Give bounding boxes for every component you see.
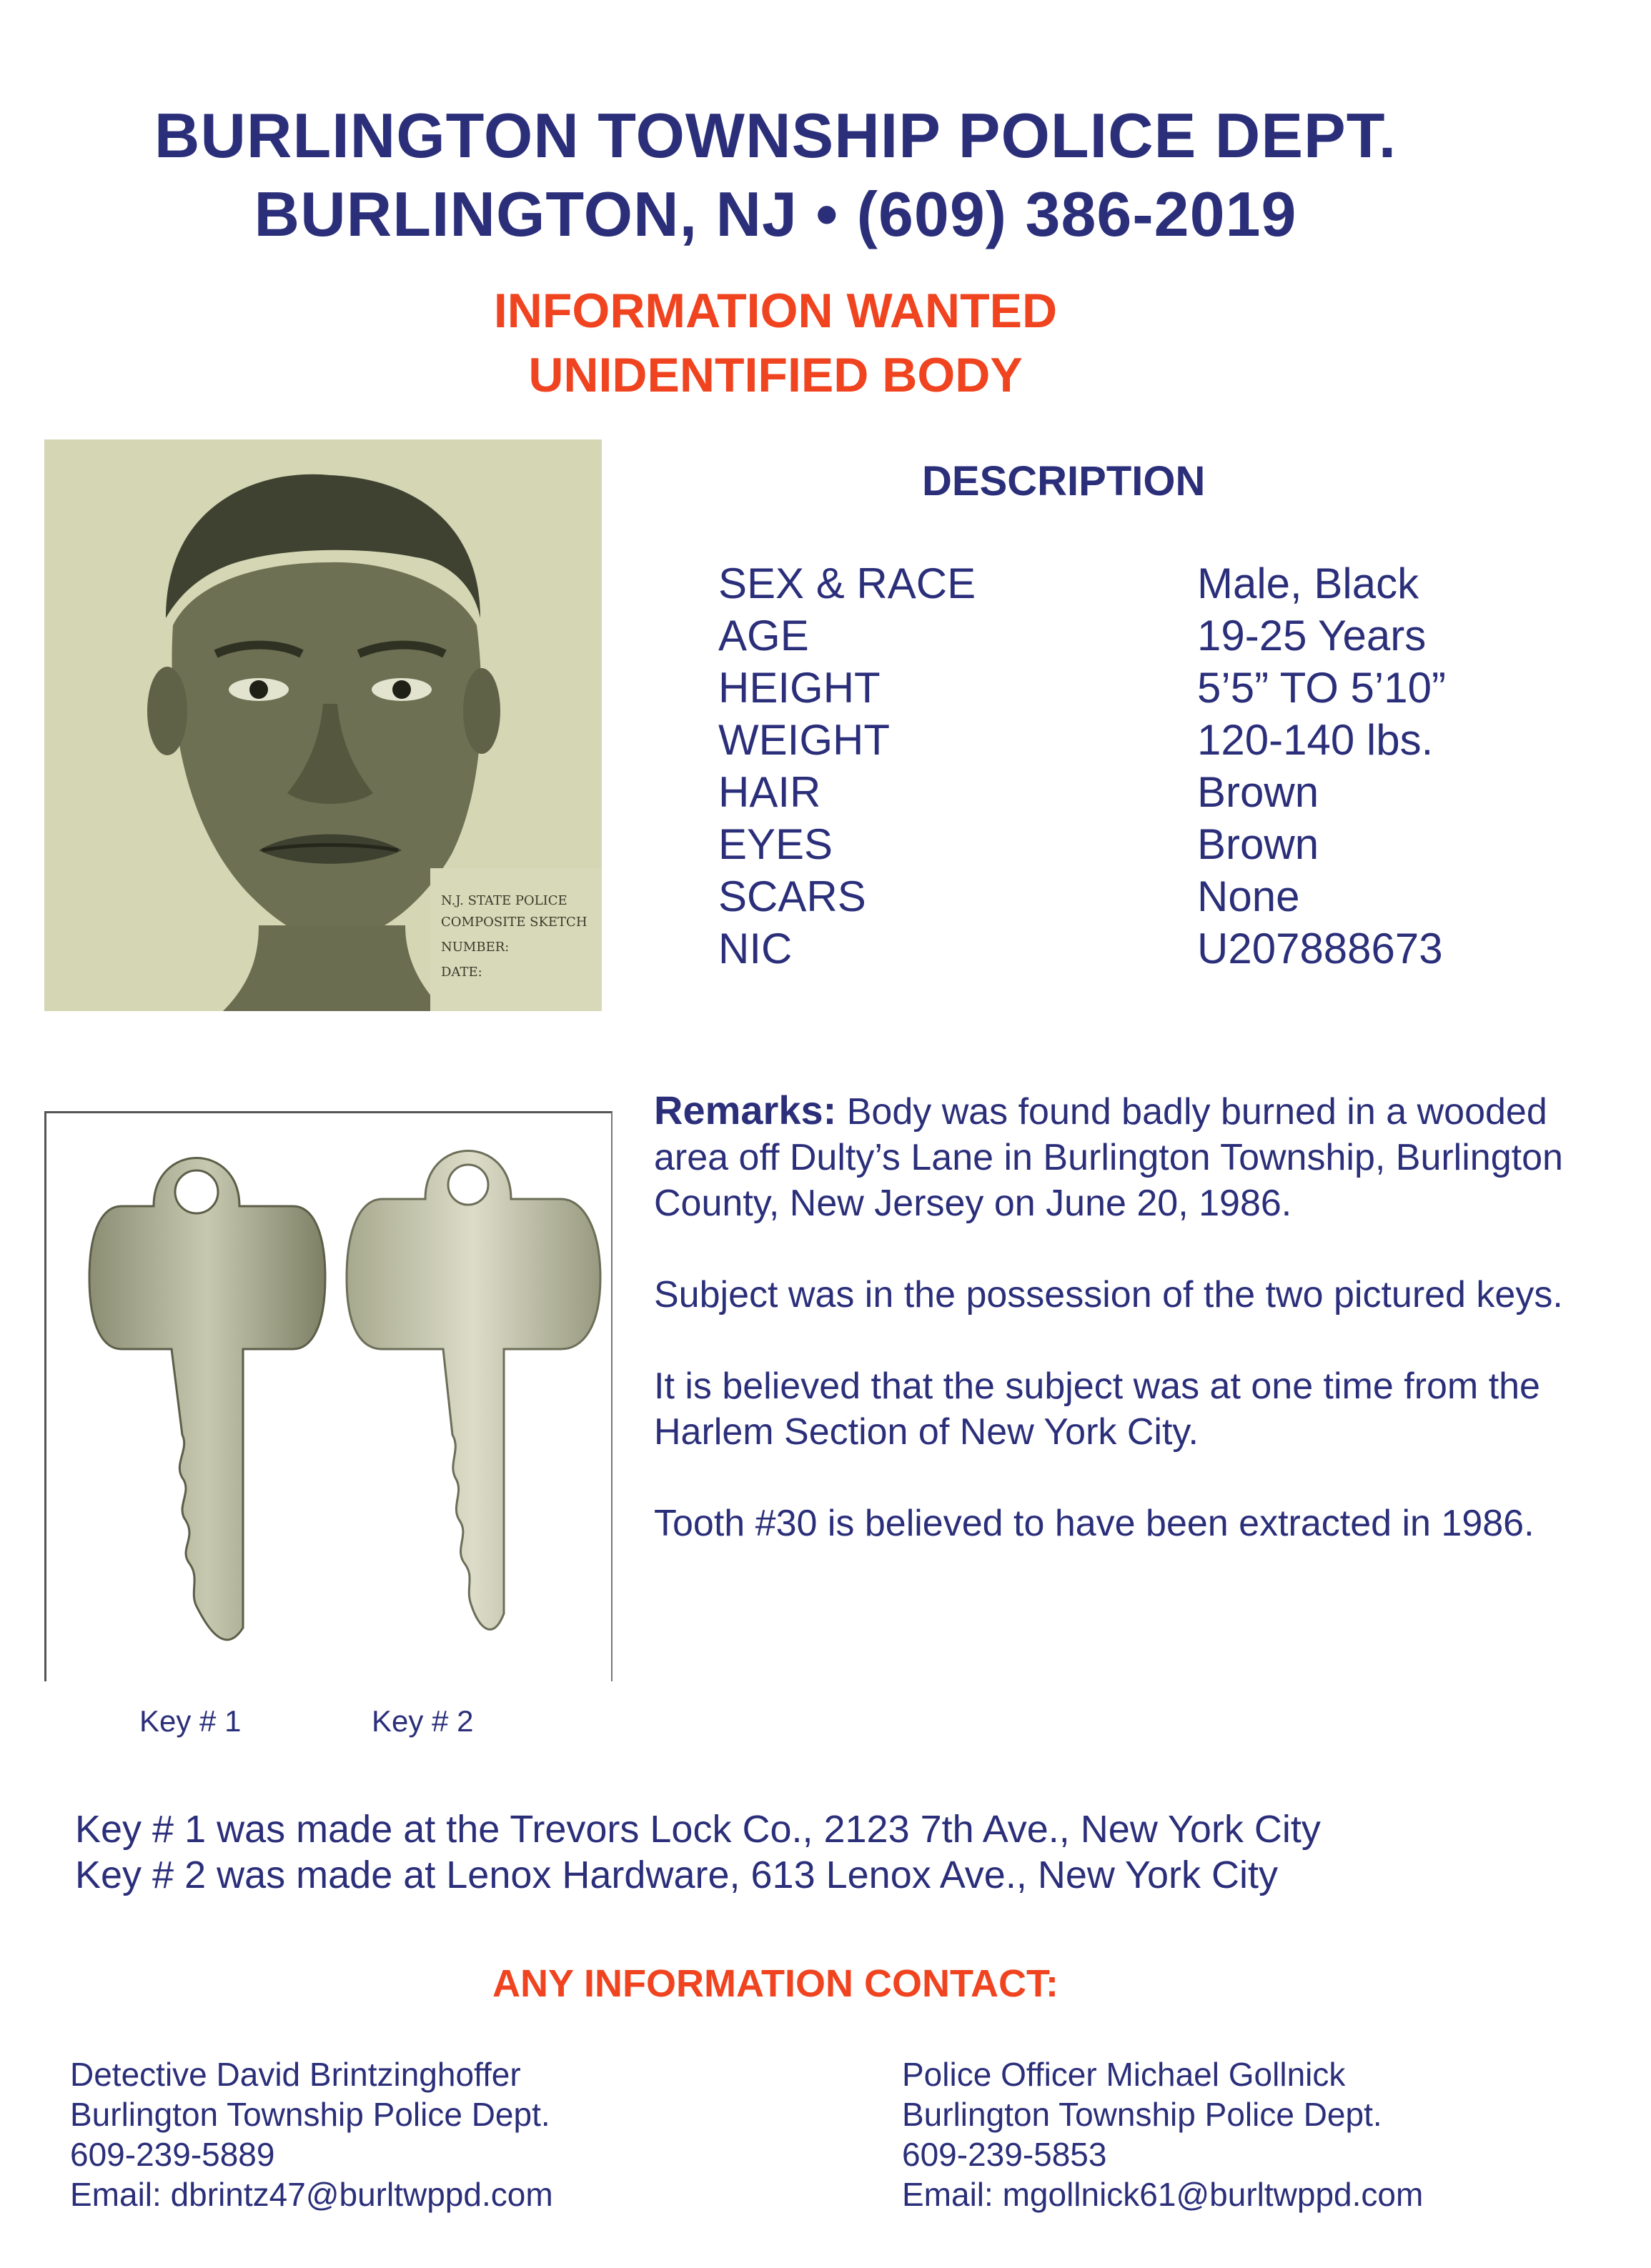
description-value: 19-25 Years (1197, 612, 1427, 660)
contact-right-email: Email: mgollnick61@burltwppd.com (902, 2176, 1424, 2213)
contact-left (70, 2054, 553, 2214)
description-label: SEX & RACE (718, 559, 976, 607)
keys-drawing (46, 1113, 611, 1681)
description-row-sex-race (718, 557, 1446, 610)
description-label: AGE (718, 612, 809, 660)
contact-right (902, 2054, 1423, 2214)
contact-left-phone: 609-239-5889 (70, 2136, 275, 2173)
contact-left-dept: Burlington Township Police Dept. (70, 2096, 550, 2133)
contact-left-email: Email: dbrintz47@burltwppd.com (70, 2176, 553, 2213)
sketch-caption-date: DATE: (441, 965, 482, 980)
description-label: NIC (718, 925, 793, 973)
description-label: WEIGHT (718, 716, 890, 764)
description-label: EYES (718, 820, 833, 868)
key-2-shape (347, 1151, 600, 1630)
remarks-text-1: Body was found badly burned in a wooded area off Dulty’s Lane in Burlington Township, Burlington County, New Jersey on June 20, 1986. (654, 1091, 1563, 1224)
contact-right-phone: 609-239-5853 (902, 2136, 1107, 2173)
sketch-caption-number: NUMBER: (441, 940, 510, 955)
contact-right-dept: Burlington Township Police Dept. (902, 2096, 1382, 2133)
remarks-paragraph-4: Tooth #30 is believed to have been extracted in 1986. (654, 1503, 1535, 1544)
description-value: 120-140 lbs. (1197, 716, 1434, 764)
remarks-paragraph-2: Subject was in the possession of the two pictured keys. (654, 1274, 1563, 1315)
description-title: DESCRIPTION (922, 458, 1206, 504)
composite-sketch-image (44, 439, 602, 1011)
description-row-height (718, 662, 1446, 714)
description-value: U207888673 (1197, 925, 1443, 973)
remarks-lead: Remarks: (654, 1088, 837, 1133)
key-2-origin: Key # 2 was made at Lenox Hardware, 613 Lenox Ave., New York City (75, 1854, 1278, 1896)
keys-photo (44, 1111, 613, 1681)
description-value: None (1197, 872, 1300, 920)
notice-heading: INFORMATION WANTED (493, 284, 1058, 338)
contact-right-name: Police Officer Michael Gollnick (902, 2056, 1346, 2093)
description-table (718, 557, 1446, 975)
sketch-caption-type: COMPOSITE SKETCH (441, 915, 587, 930)
description-value: Male, Black (1197, 559, 1419, 607)
description-label: HEIGHT (718, 664, 881, 712)
description-value: Brown (1197, 820, 1319, 868)
department-name: BURLINGTON TOWNSHIP POLICE DEPT. (154, 100, 1397, 171)
description-value: Brown (1197, 768, 1319, 816)
description-row-scars (718, 870, 1446, 922)
key-1-shape (89, 1158, 325, 1640)
key-1-origin: Key # 1 was made at the Trevors Lock Co., 2123 7th Ave., New York City (75, 1808, 1321, 1851)
description-row-age (718, 610, 1446, 662)
key-2-label: Key # 2 (372, 1704, 474, 1738)
description-row-eyes (718, 818, 1446, 870)
description-row-weight (718, 714, 1446, 766)
contact-title: ANY INFORMATION CONTACT: (492, 1962, 1058, 2005)
key-1-label: Key # 1 (139, 1704, 242, 1738)
description-row-nic (718, 922, 1446, 975)
sketch-caption-agency: N.J. STATE POLICE (441, 893, 567, 908)
department-location-phone: BURLINGTON, NJ • (609) 386-2019 (254, 179, 1297, 249)
description-value: 5’5” TO 5’10” (1197, 664, 1446, 712)
remarks-paragraph-1 (654, 1088, 1569, 1226)
key-origin-info (75, 1806, 1321, 1898)
notice-subheading: UNIDENTIFIED BODY (528, 348, 1023, 402)
description-row-hair (718, 766, 1446, 818)
description-label: HAIR (718, 768, 821, 816)
remarks-paragraph-3: It is believed that the subject was at one time from the Harlem Section of New York City. (654, 1366, 1540, 1453)
contact-left-name: Detective David Brintzinghoffer (70, 2056, 521, 2093)
remarks-section (654, 1088, 1569, 1592)
description-label: SCARS (718, 872, 866, 920)
